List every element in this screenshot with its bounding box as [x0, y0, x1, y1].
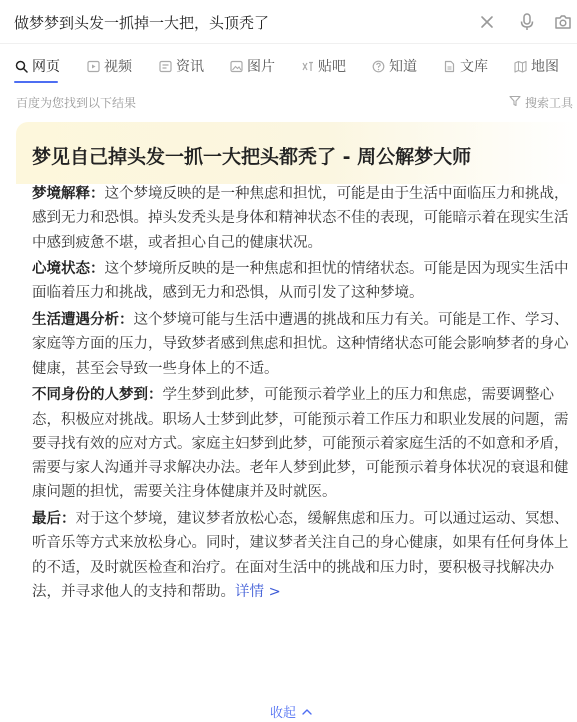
search-input[interactable] [14, 10, 454, 34]
result-count: 百度为您找到以下结果 [16, 96, 137, 110]
tab-label: 贴吧 [318, 59, 346, 75]
tab-label: 文库 [460, 59, 488, 75]
section-text: 这个梦境反映的是一种焦虑和担忧，可能是由于生活中面临压力和挑战，感到无力和恐惧。掉头发秃头是身体和精神状态不佳的表现，可能暗示着在现实生活中感到疲惫不堪，或者担心自己的健康状况。 [32, 186, 569, 251]
tab-news[interactable] [158, 54, 204, 78]
map-icon [513, 59, 527, 73]
tab-map[interactable] [513, 54, 559, 78]
section-label: 最后： [32, 511, 76, 528]
tab-web[interactable] [14, 54, 60, 78]
search-bar [0, 0, 577, 44]
chevron-up-icon [302, 704, 312, 719]
clear-icon[interactable] [476, 11, 498, 33]
section-label: 梦境解释： [32, 186, 105, 202]
tab-label: 地图 [531, 59, 559, 75]
section-life-analysis [32, 308, 572, 381]
section-label: 生活遭遇分析： [32, 312, 134, 329]
card-body [32, 182, 572, 607]
collapse-button[interactable] [270, 702, 312, 721]
search-tools-button[interactable] [509, 94, 573, 111]
card-title[interactable]: 梦见自己掉头发一抓一大把头都秃了 - 周公解梦大师 [32, 146, 472, 168]
search-tools-label: 搜索工具 [524, 96, 573, 110]
tab-label: 视频 [104, 59, 132, 75]
tab-label: 网页 [32, 59, 60, 75]
tab-label: 图片 [247, 59, 275, 75]
tab-wenku[interactable] [442, 54, 488, 78]
card-header [16, 122, 577, 184]
section-text: 对于这个梦境，建议梦者放松心态，缓解焦虑和压力。可以通过运动、冥想、听音乐等方式来放松身心。同时，建议梦者关注自己的身心健康，如果有任何身体上的不适，及时就医检查和治疗。在面对生活中的挑战和压力时，要积极寻找解决办法，并寻求他人的支持和帮助。 [32, 511, 569, 600]
filter-icon [509, 95, 521, 110]
section-text: 这个梦境可能与生活中遭遇的挑战和压力有关。可能是工作、学习、家庭等方面的压力，导致梦者感到焦虑和担忧。这种情绪状态可能会影响梦者的身心健康，甚至会导致一些身体上的不适。 [32, 312, 569, 377]
question-icon [371, 59, 385, 73]
active-tab-indicator [14, 81, 58, 83]
news-icon [158, 59, 172, 73]
dream-answer-card [16, 122, 577, 722]
section-identities [32, 383, 572, 504]
tieba-icon [300, 59, 314, 73]
section-text: 这个梦境所反映的是一种焦虑和担忧的情绪状态。可能是因为现实生活中面临着压力和挑战，感到无力和恐惧，从而引发了这种梦境。 [32, 261, 569, 302]
tab-zhidao[interactable] [371, 54, 417, 78]
video-icon [86, 59, 100, 73]
section-mood-state [32, 257, 572, 306]
tab-tieba[interactable] [300, 54, 346, 78]
tab-label: 资讯 [176, 59, 204, 75]
tab-images[interactable] [229, 54, 275, 78]
tab-label: 知道 [389, 59, 417, 75]
collapse-label: 收起 [270, 706, 297, 721]
camera-icon[interactable] [552, 11, 574, 33]
section-conclusion [32, 507, 572, 604]
microphone-icon[interactable] [516, 11, 538, 33]
tab-video[interactable] [86, 54, 132, 78]
image-icon [229, 59, 243, 73]
section-dream-explanation [32, 182, 572, 255]
section-label: 不同身份的人梦到： [32, 387, 163, 404]
search-icon [14, 59, 28, 73]
tab-bar [0, 44, 577, 84]
details-link[interactable]: 详情 > [235, 583, 281, 600]
document-icon [442, 59, 456, 73]
section-label: 心境状态： [32, 261, 105, 278]
section-text: 学生梦到此梦，可能预示着学业上的压力和焦虑，需要调整心态，积极应对挑战。职场人士梦到此梦，可能预示着工作压力和职业发展的问题，需要寻找有效的应对方式。家庭主妇梦到此梦，可能预示着家庭生活的不如意和矛盾，需要与家人沟通并寻求解决办法。老年人梦到此梦，可能预示着身体状况的衰退和健康问题的担忧，需要关注身体健康并及时就医。 [32, 387, 569, 501]
